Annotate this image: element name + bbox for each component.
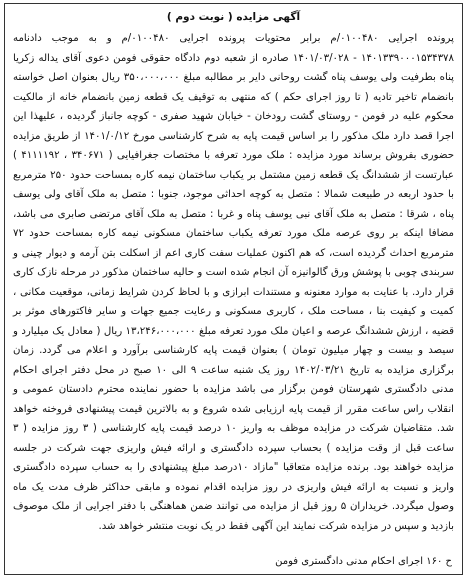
- notice-frame: [4, 3, 463, 575]
- notice-footer: ح ۱۶۰ اجرای احکام مدنی دادگستری فومن: [275, 556, 452, 567]
- notice-body: پرونده اجرایی ۰۱۰۰۴۸۰/م برابر محتویات پرونده اجرایی ۰۱۰۰۴۸۰/م و به موجب دادنامه ۱۴۰۱۳۳۹۰۰۰۱۵۳۴۳۷۸ - ۱۴۰۱/۰۳/۰۲۸ صادره از شعبه دوم دادگاه حقوقی فومن دعوی آقای یداله زکریا پناه بطرفیت ولی یوسف پناه گشت روحانی دایر بر مطالبه مبلغ ۳۵۰،۰۰۰،۰۰۰ ریال بعنوان اصل خواسته بانضمام تاخیر تادیه ( تا روز اجرای حکم ) که منتهی به توقیف یک قطعه زمین بانضمام خانه از مالکیت محکوم علیه در فومن - روستای گشت رودخان - خیابان شهید صفری - کوچه جانباز گردیده ، علیهذا این اجرا قصد دارد ملک مذکور را بر اساس قیمت پایه به شرح کارشناسی مورخ ۱۴۰۱/۰/۱۲ از طریق مزایده حضوری بفروش برساند مورد مزایده : ملک مورد تعرفه با مختصات جغرافیایی ( ۳۴۰۶۷۱ ، ۴۱۱۱۱۹۲ ) عبارتست از ششدانگ یک قطعه زمین مشتمل بر یکباب ساختمان نیمه کاره بمساحت حدود ۲۵۰ مترمربع با حدود اربعه در طبیعت شمالا : متصل به کوچه احداثی موجود، جنوبا : متصل به ملک آقای ولی یوسف پناه ، شرقا : متصل به ملک آقای نبی یوسف پناه و غربا : متصل به ملک آقای مرتضی صابری می باشد، مضافا اینکه بر روی عرصه ملک مورد تعرفه یکباب ساختمان مسکونی نیمه کاره بمساحت حدود ۷۲ مترمربع احداث گردیده است، که هم اکنون عملیات سفت کاری اعم از اسکلت بتن آرمه و دیوار چینی و سربندی چوبی با پوشش ورق گالوانیزه آن انجام شده است و حالیه ساختمان مذکور در مرحله نازک کاری قرار دارد. با عنایت به موارد معنونه و مستندات ابرازی و با لحاظ کردن شرایط زمانی، موقعیت مکانی ، کمیت و کیفیت بنا ، مساحت ملک ، کاربری مسکونی و رعایت جمیع جهات و سایر فاکتورهای موثر بر قضیه ، ارزش ششدانگ عرصه و اعیان ملک مورد تعرفه مبلغ ۱۳،۲۴۶،۰۰۰،۰۰۰ ریال ( معادل یک میلیارد و سیصد و بیست و چهار میلیون تومان ) بعنوان قیمت پایه کارشناسی برآورد و اعلام می گردد. زمان برگزاری مزایده به تاریخ ۱۴۰۲/۰۳/۲۱ روز یک شنبه ساعت ۹ الی ۱۰ صبح در محل دفتر اجرای احکام مدنی دادگستری شهرستان فومن برگزار می باشد مزایده با حضور نماینده محترم دادستان عمومی و انقلاب راس ساعت مقرر از قیمت پایه ارزیابی شده شروع و به بالاترین قیمت پیشنهادی فروخته خواهد شد. متقاضیان شرکت در مزایده موظف به واریز ۱۰ درصد قیمت پایه کارشناسی ( ۳ روز مزایده ( ۳ ساعت قبل از وقت مزایده ) بحساب سپرده دادگستری و ارائه فیش واریزی جهت شرکت در جلسه مزایده خواهند بود. برنده مزایده متعاقبا "مازاد ۱۰درصد مبلغ پیشنهادی را به حساب سپرده دادگستری واریز و نسبت به ارائه فیش واریزی در روز مزایده اقدام نموده و مابقی حداکثر ظرف مدت یک ماه وصول میگردد. خریداران ۵ روز قبل از مزایده می توانند ضمن هماهنگی با دفتر اجرایی از ملک موصوف بازدید و سپس در مزایده شرکت نمایند این آگهی فقط در یک نوبت منتشر خواهد شد.: [13, 33, 455, 532]
- notice-title: آگهی مزایده ( نوبت دوم ): [166, 11, 301, 23]
